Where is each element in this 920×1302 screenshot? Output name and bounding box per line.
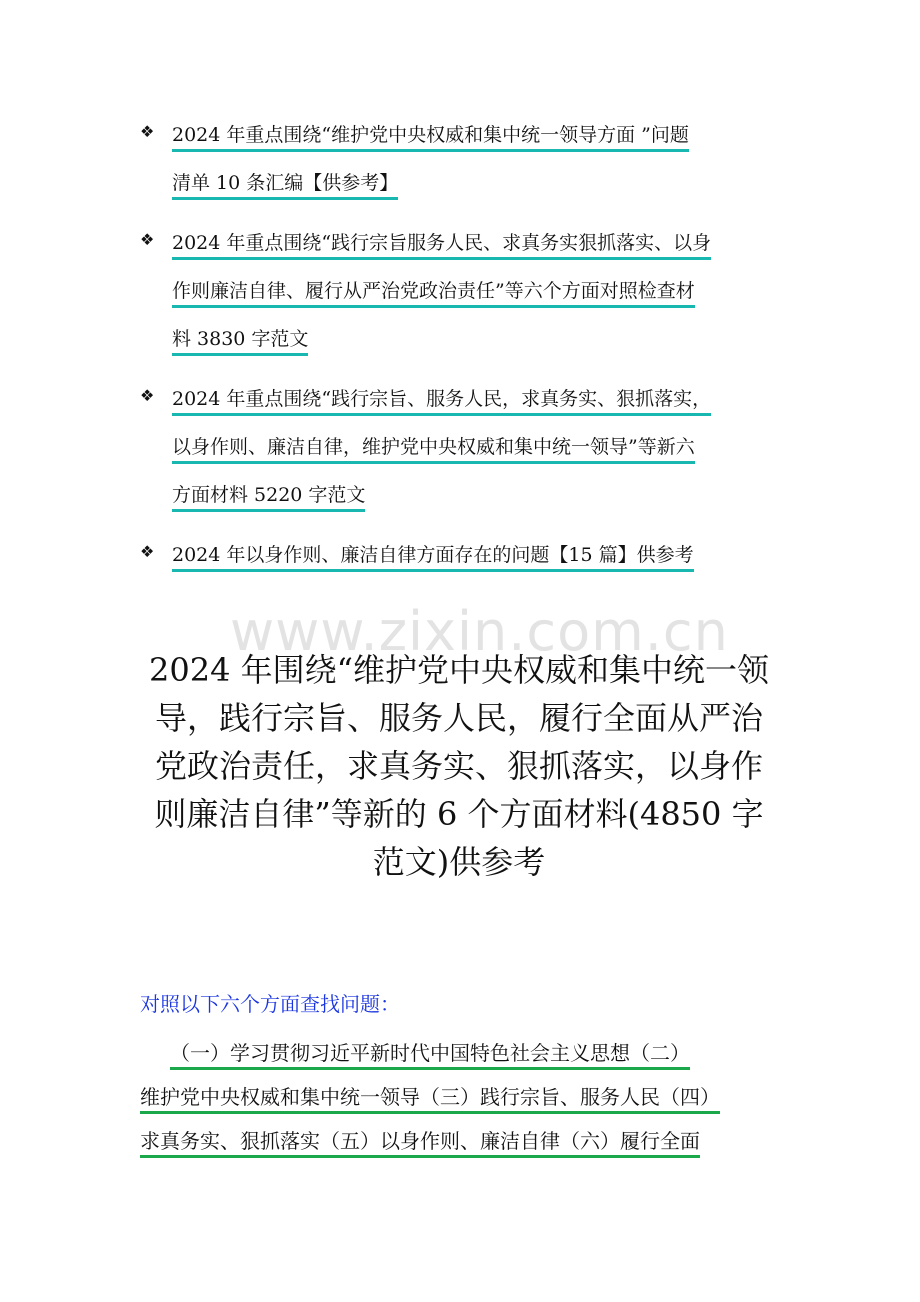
- related-links-list: [140, 118, 810, 598]
- title-line: 导，践行宗旨、服务人民，履行全面从严治: [154, 699, 763, 737]
- diamond-bullet-icon: ❖: [140, 542, 155, 561]
- related-link-line[interactable]: 2024 年重点围绕“维护党中央权威和集中统一领导方面 ”问题: [172, 118, 689, 152]
- body-line: （一）学习贯彻习近平新时代中国特色社会主义思想（二）: [170, 1036, 690, 1070]
- section-heading: 对照以下六个方面查找问题：: [140, 992, 400, 1016]
- body-line: 维护党中央权威和集中统一领导（三）践行宗旨、服务人民（四）: [140, 1080, 720, 1114]
- related-link-line[interactable]: 方面材料 5220 字范文: [172, 478, 365, 512]
- related-link-item[interactable]: [140, 118, 810, 214]
- title-line: 党政治责任，求真务实、狠抓落实，以身作: [154, 747, 763, 785]
- diamond-bullet-icon: ❖: [140, 386, 155, 405]
- related-link-line[interactable]: 2024 年重点围绕“践行宗旨服务人民、求真务实狠抓落实、以身: [172, 226, 711, 260]
- related-link-line[interactable]: 2024 年以身作则、廉洁自律方面存在的问题【15 篇】供参考: [172, 538, 694, 572]
- related-link-item[interactable]: [140, 538, 810, 586]
- related-link-line[interactable]: 清单 10 条汇编【供参考】: [172, 166, 398, 200]
- related-link-line[interactable]: 以身作则、廉洁自律，维护党中央权威和集中统一领导”等新六: [172, 430, 695, 464]
- title-line: 范文)供参考: [372, 843, 546, 881]
- title-line: 则廉洁自律”等新的 6 个方面材料(4850 字: [154, 795, 764, 833]
- diamond-bullet-icon: ❖: [140, 230, 155, 249]
- related-link-line[interactable]: 作则廉洁自律、履行从严治党政治责任”等六个方面对照检查材: [172, 274, 695, 308]
- body-line: 求真务实、狠抓落实（五）以身作则、廉洁自律（六）履行全面: [140, 1124, 700, 1158]
- related-link-item[interactable]: [140, 382, 810, 526]
- body-paragraph: [140, 1036, 786, 1168]
- watermark: www.zixin.com.cn: [230, 600, 729, 663]
- document-title: [134, 646, 784, 886]
- diamond-bullet-icon: ❖: [140, 122, 155, 141]
- related-link-line[interactable]: 料 3830 字范文: [172, 322, 308, 356]
- related-link-item[interactable]: [140, 226, 810, 370]
- title-line: 2024 年围绕“维护党中央权威和集中统一领: [149, 651, 769, 689]
- related-link-line[interactable]: 2024 年重点围绕“践行宗旨、服务人民，求真务实、狠抓落实，: [172, 382, 711, 416]
